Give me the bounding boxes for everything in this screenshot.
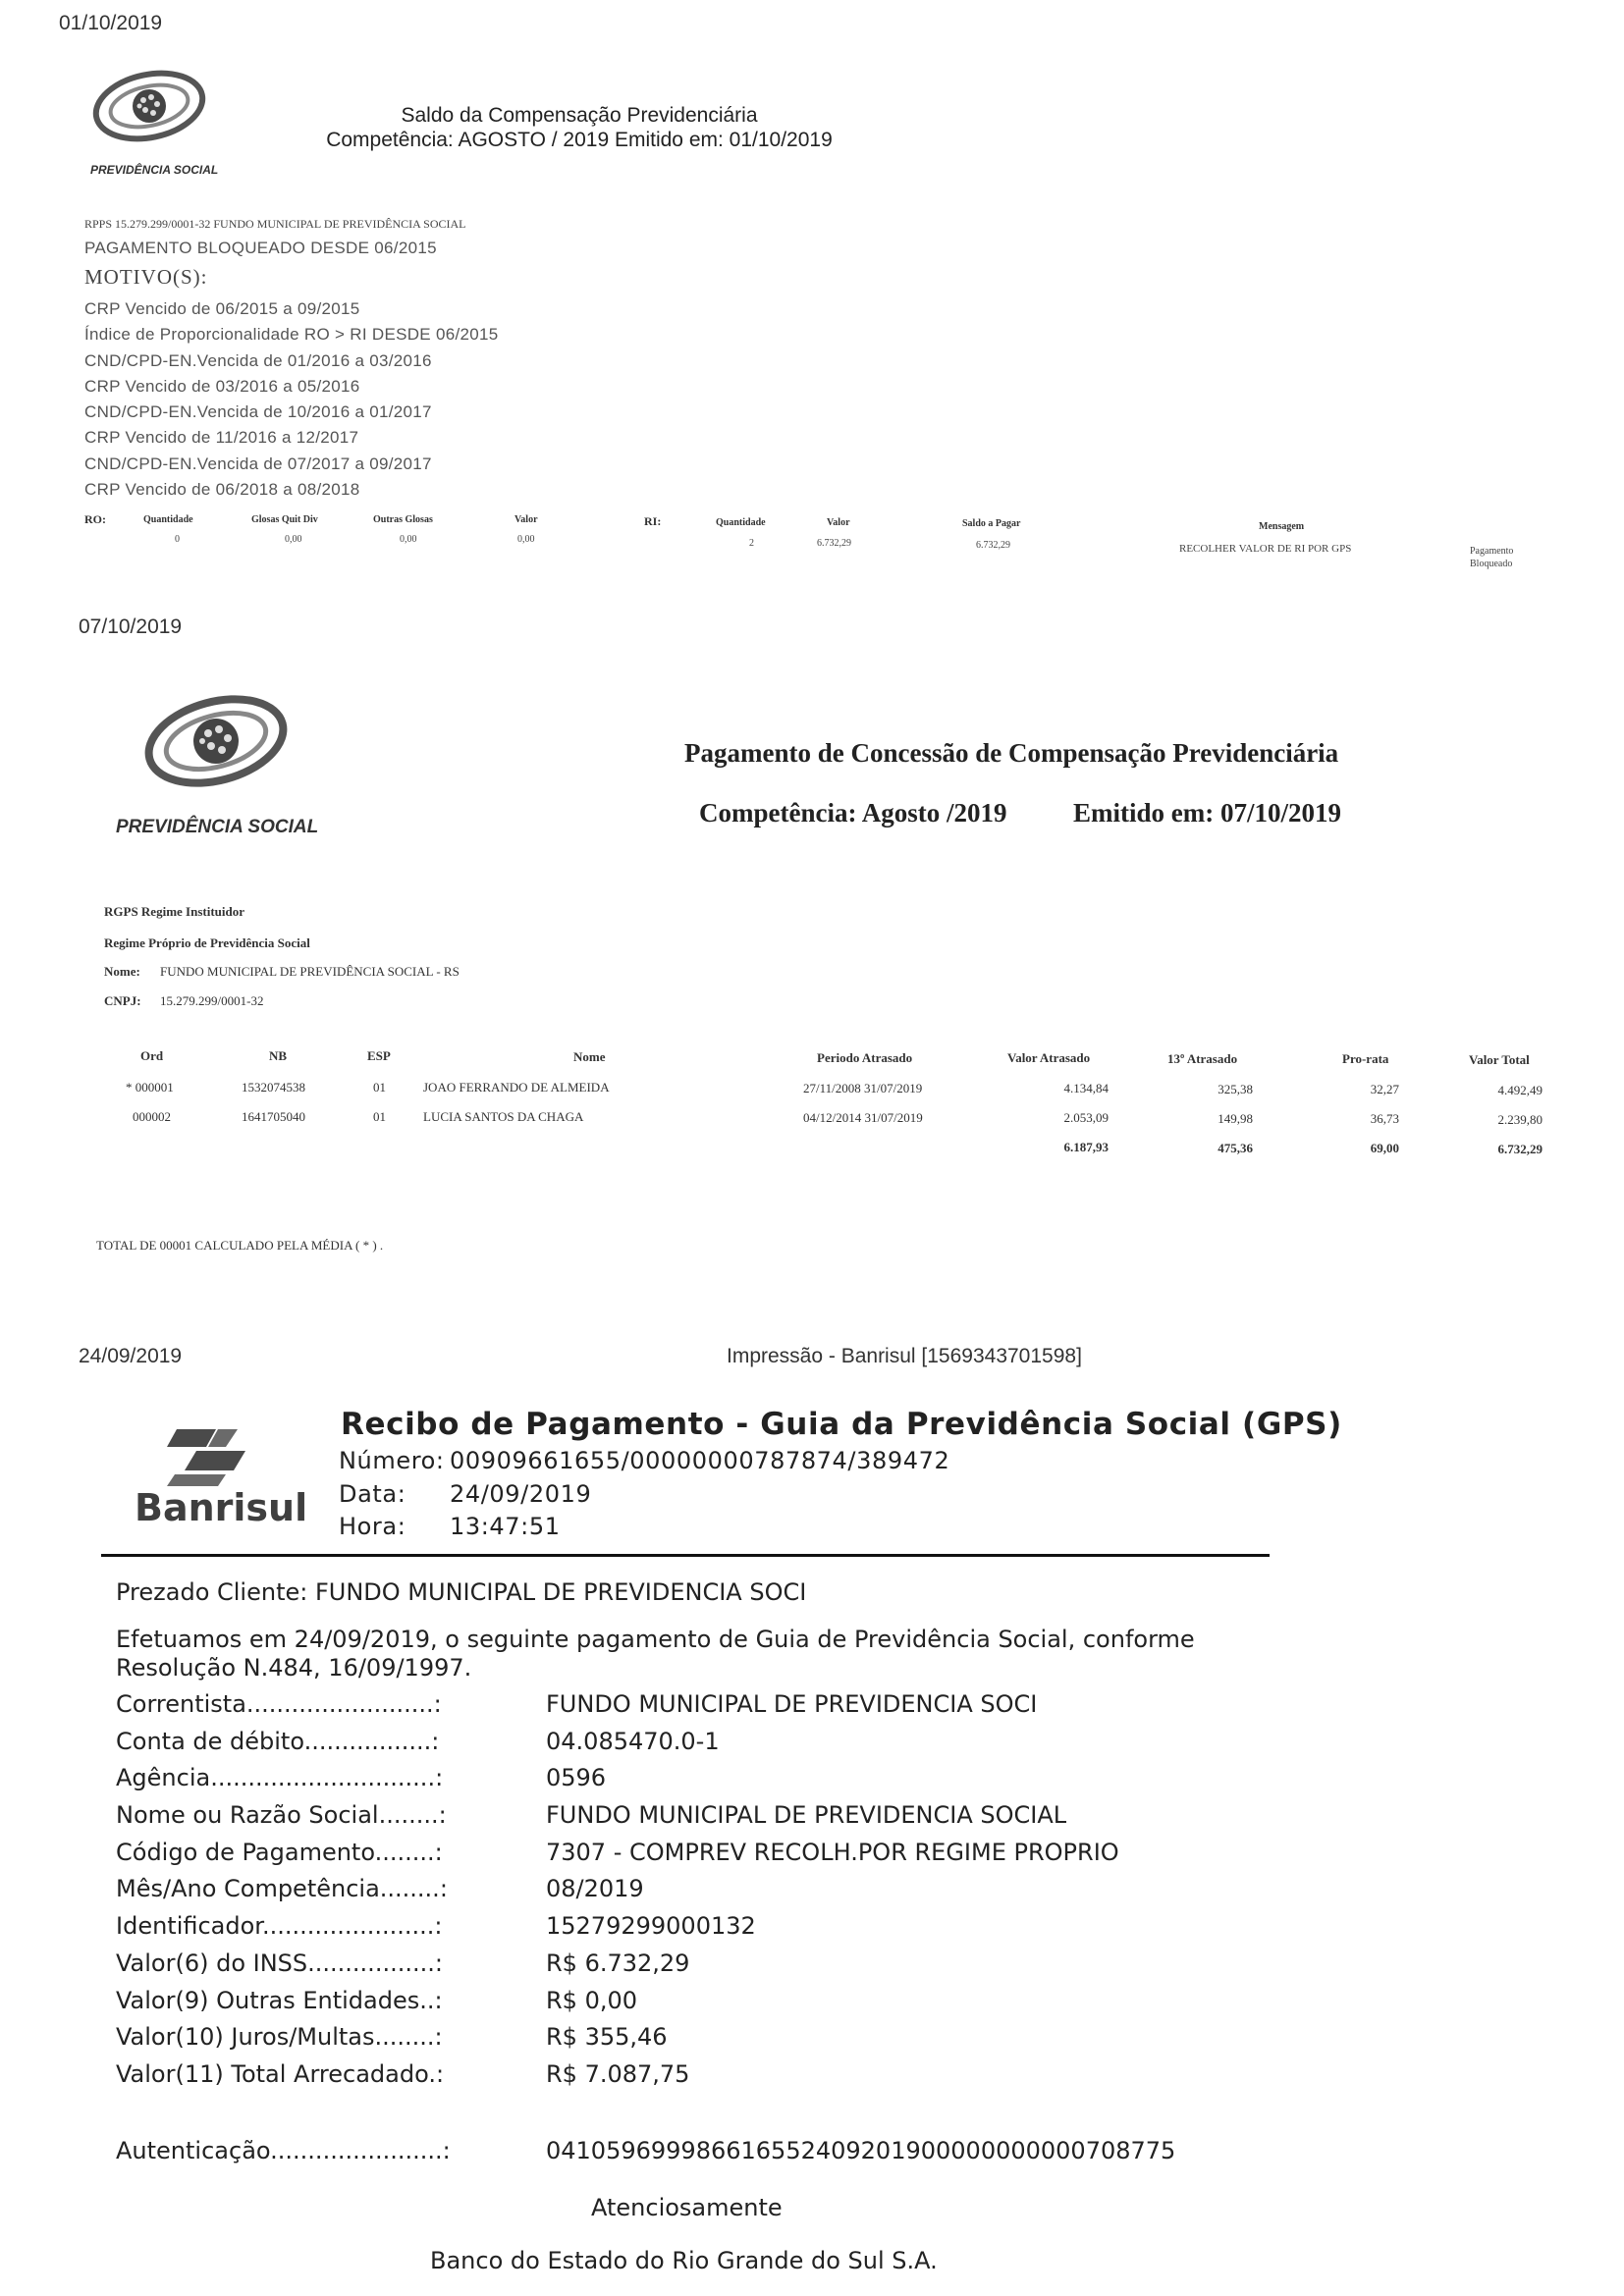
closing: Atenciosamente (591, 2194, 783, 2221)
col-header-13-atrasado: 13º Atrasado (1167, 1051, 1238, 1066)
cell-ord: 000002 (133, 1109, 171, 1124)
header-divider (101, 1554, 1270, 1557)
motivo-item: CND/CPD-EN.Vencida de 01/2016 a 03/2016 (84, 350, 432, 370)
total-pro-rata: 69,00 (1370, 1141, 1399, 1155)
ro-valor-header: Valor (514, 514, 538, 525)
ro-label: RO: (84, 512, 106, 526)
banrisul-logo-icon (167, 1421, 255, 1490)
field-label: Valor(6) do INSS.................: (116, 1949, 443, 1977)
ro-quantidade-value: 0 (175, 534, 180, 545)
banrisul-logo-text: Banrisul (135, 1486, 308, 1529)
nome-label: Nome: (104, 964, 140, 979)
concessao-competencia: Competência: Agosto /2019 (699, 798, 1007, 828)
cell-13-atrasado: 149,98 (1218, 1111, 1253, 1126)
impressao-label: Impressão - Banrisul [1569343701598] (727, 1345, 1082, 1367)
rgps-label: RGPS Regime Instituidor (104, 904, 244, 919)
field-label: Mês/Ano Competência........: (116, 1875, 448, 1903)
field-label: Agência..............................: (116, 1764, 444, 1792)
saldo-title: Saldo da Compensação Previdenciária (401, 104, 758, 127)
motivo-item: Índice de Proporcionalidade RO > RI DESDE 06/2015 (84, 325, 499, 345)
cell-esp: 01 (373, 1080, 386, 1095)
ri-quantidade-value: 2 (749, 538, 754, 549)
concessao-emitido: Emitido em: 07/10/2019 (1073, 798, 1341, 828)
field-label: Nome ou Razão Social........: (116, 1801, 447, 1830)
intro-line1: Efetuamos em 24/09/2019, o seguinte pagamento de Guia de Previdência Social, conforme (116, 1626, 1195, 1653)
regime-label: Regime Próprio de Previdência Social (104, 935, 310, 950)
previdencia-logo-label: PREVIDÊNCIA SOCIAL (116, 817, 319, 837)
concessao-date: 07/10/2019 (79, 615, 183, 638)
motivo-item: CRP Vencido de 03/2016 a 05/2016 (84, 376, 360, 396)
field-value: R$ 6.732,29 (546, 1949, 690, 1977)
cell-esp: 01 (373, 1109, 386, 1124)
field-value: FUNDO MUNICIPAL DE PREVIDENCIA SOCIAL (546, 1801, 1067, 1830)
blocked-status: PAGAMENTO BLOQUEADO DESDE 06/2015 (84, 239, 437, 257)
recibo-title: Recibo de Pagamento - Guia da Previdência Social (GPS) (341, 1407, 1342, 1442)
col-header-esp: ESP (367, 1048, 391, 1063)
col-header-nome: Nome (573, 1049, 606, 1064)
motivo-item: CRP Vencido de 06/2015 a 09/2015 (84, 299, 360, 318)
greeting: Prezado Cliente: FUNDO MUNICIPAL DE PREVIDENCIA SOCI (116, 1578, 807, 1606)
motivos-list (84, 299, 499, 506)
data-value: 24/09/2019 (450, 1480, 592, 1508)
cell-nome: LUCIA SANTOS DA CHAGA (423, 1109, 584, 1124)
glosas-quit-value: 0,00 (285, 534, 302, 545)
total-13-atrasado: 475,36 (1218, 1141, 1253, 1155)
field-value: 0596 (546, 1764, 607, 1792)
col-header-ord: Ord (140, 1048, 164, 1063)
field-value: 08/2019 (546, 1875, 644, 1903)
cell-nb: 1641705040 (242, 1109, 305, 1124)
field-value: R$ 7.087,75 (546, 2059, 690, 2088)
cnpj-value: 15.279.299/0001-32 (160, 993, 264, 1008)
field-label: Identificador.......................: (116, 1912, 443, 1941)
nome-value: FUNDO MUNICIPAL DE PREVIDÊNCIA SOCIAL - RS (160, 964, 460, 979)
mensagem-header: Mensagem (1259, 521, 1305, 532)
field-value: R$ 355,46 (546, 2023, 668, 2052)
cell-nb: 1532074538 (242, 1080, 305, 1095)
previdencia-social-logo-icon (88, 65, 216, 153)
ri-valor-header: Valor (827, 517, 850, 528)
data-label: Data: (339, 1480, 406, 1508)
hora-label: Hora: (339, 1513, 406, 1540)
saldo-subtitle: Competência: AGOSTO / 2019 Emitido em: 01/10/2019 (326, 129, 833, 151)
mensagem-value: RECOLHER VALOR DE RI POR GPS (1179, 543, 1352, 555)
ri-label: RI: (644, 514, 662, 528)
numero-value: 00909661655/00000000787874/389472 (450, 1447, 950, 1474)
field-label: Valor(10) Juros/Multas........: (116, 2023, 443, 2052)
col-header-valor-atrasado: Valor Atrasado (1007, 1050, 1091, 1065)
saldo-date: 01/10/2019 (59, 12, 163, 34)
ro-valor-value: 0,00 (517, 534, 535, 545)
rpps-line: RPPS 15.279.299/0001-32 FUNDO MUNICIPAL DE PREVIDÊNCIA SOCIAL (84, 217, 466, 231)
col-header-pro-rata: Pro-rata (1342, 1051, 1389, 1066)
field-value: 04.085470.0-1 (546, 1727, 720, 1755)
motivo-item: CND/CPD-EN.Vencida de 07/2017 a 09/2017 (84, 454, 432, 473)
saldo-pagar-header: Saldo a Pagar (962, 518, 1021, 529)
motivos-label: MOTIVO(S): (84, 265, 208, 289)
cell-pro-rata: 36,73 (1370, 1111, 1399, 1126)
saldo-pagar-value: 6.732,29 (976, 540, 1010, 551)
total-valor-total: 6.732,29 (1497, 1142, 1543, 1156)
cell-ord: * 000001 (126, 1080, 174, 1095)
cell-periodo: 27/11/2008 31/07/2019 (803, 1081, 923, 1095)
field-label: Valor(11) Total Arrecadado.: (116, 2059, 445, 2088)
autenticacao-label: Autenticação.......................: (116, 2137, 451, 2164)
field-label: Valor(9) Outras Entidades..: (116, 1986, 443, 2014)
previdencia-social-logo-icon (137, 687, 295, 795)
cell-13-atrasado: 325,38 (1218, 1082, 1253, 1096)
bank-name: Banco do Estado do Rio Grande do Sul S.A. (430, 2247, 938, 2274)
motivo-item: CRP Vencido de 11/2016 a 12/2017 (84, 428, 359, 448)
cnpj-label: CNPJ: (104, 993, 141, 1008)
cell-periodo: 04/12/2014 31/07/2019 (803, 1110, 923, 1125)
ri-quantidade-header: Quantidade (716, 517, 766, 528)
glosas-quit-header: Glosas Quit Div (251, 514, 318, 525)
status-line1: Pagamento (1470, 546, 1514, 557)
ri-valor-value: 6.732,29 (817, 538, 851, 549)
col-header-nb: NB (269, 1048, 288, 1063)
motivo-item: CND/CPD-EN.Vencida de 10/2016 a 01/2017 (84, 402, 432, 422)
outras-glosas-header: Outras Glosas (373, 514, 433, 525)
total-valor-atrasado: 6.187,93 (1063, 1140, 1109, 1154)
field-label: Código de Pagamento........: (116, 1838, 443, 1866)
hora-value: 13:47:51 (450, 1513, 561, 1540)
field-value: 15279299000132 (546, 1912, 756, 1941)
intro-line2: Resolução N.484, 16/09/1997. (116, 1654, 472, 1682)
recibo-date: 24/09/2019 (79, 1345, 183, 1367)
motivo-item: CRP Vencido de 06/2018 a 08/2018 (84, 480, 360, 500)
concessao-footnote: TOTAL DE 00001 CALCULADO PELA MÉDIA ( * ) . (96, 1238, 384, 1253)
col-header-periodo: Periodo Atrasado (817, 1050, 913, 1065)
cell-valor-total: 4.492,49 (1497, 1083, 1543, 1097)
field-value: R$ 0,00 (546, 1986, 638, 2014)
field-label: Conta de débito.................: (116, 1727, 440, 1755)
status-line2: Bloqueado (1470, 559, 1513, 569)
cell-pro-rata: 32,27 (1370, 1082, 1399, 1096)
cell-valor-atrasado: 4.134,84 (1063, 1081, 1109, 1095)
outras-glosas-value: 0,00 (400, 534, 417, 545)
col-header-valor-total: Valor Total (1469, 1052, 1530, 1067)
field-value: FUNDO MUNICIPAL DE PREVIDENCIA SOCI (546, 1690, 1038, 1718)
field-label: Correntista.........................: (116, 1690, 442, 1718)
ro-quantidade-header: Quantidade (143, 514, 193, 525)
autenticacao-value: 041059699986616552409201900000000000708775 (546, 2137, 1176, 2164)
cell-valor-total: 2.239,80 (1497, 1112, 1543, 1127)
field-value: 7307 - COMPREV RECOLH.POR REGIME PROPRIO (546, 1838, 1119, 1866)
concessao-title: Pagamento de Concessão de Compensação Previdenciária (684, 738, 1339, 768)
cell-nome: JOAO FERRANDO DE ALMEIDA (423, 1080, 610, 1095)
numero-label: Número: (339, 1447, 445, 1474)
previdencia-logo-label: PREVIDÊNCIA SOCIAL (90, 163, 219, 177)
cell-valor-atrasado: 2.053,09 (1063, 1110, 1109, 1125)
